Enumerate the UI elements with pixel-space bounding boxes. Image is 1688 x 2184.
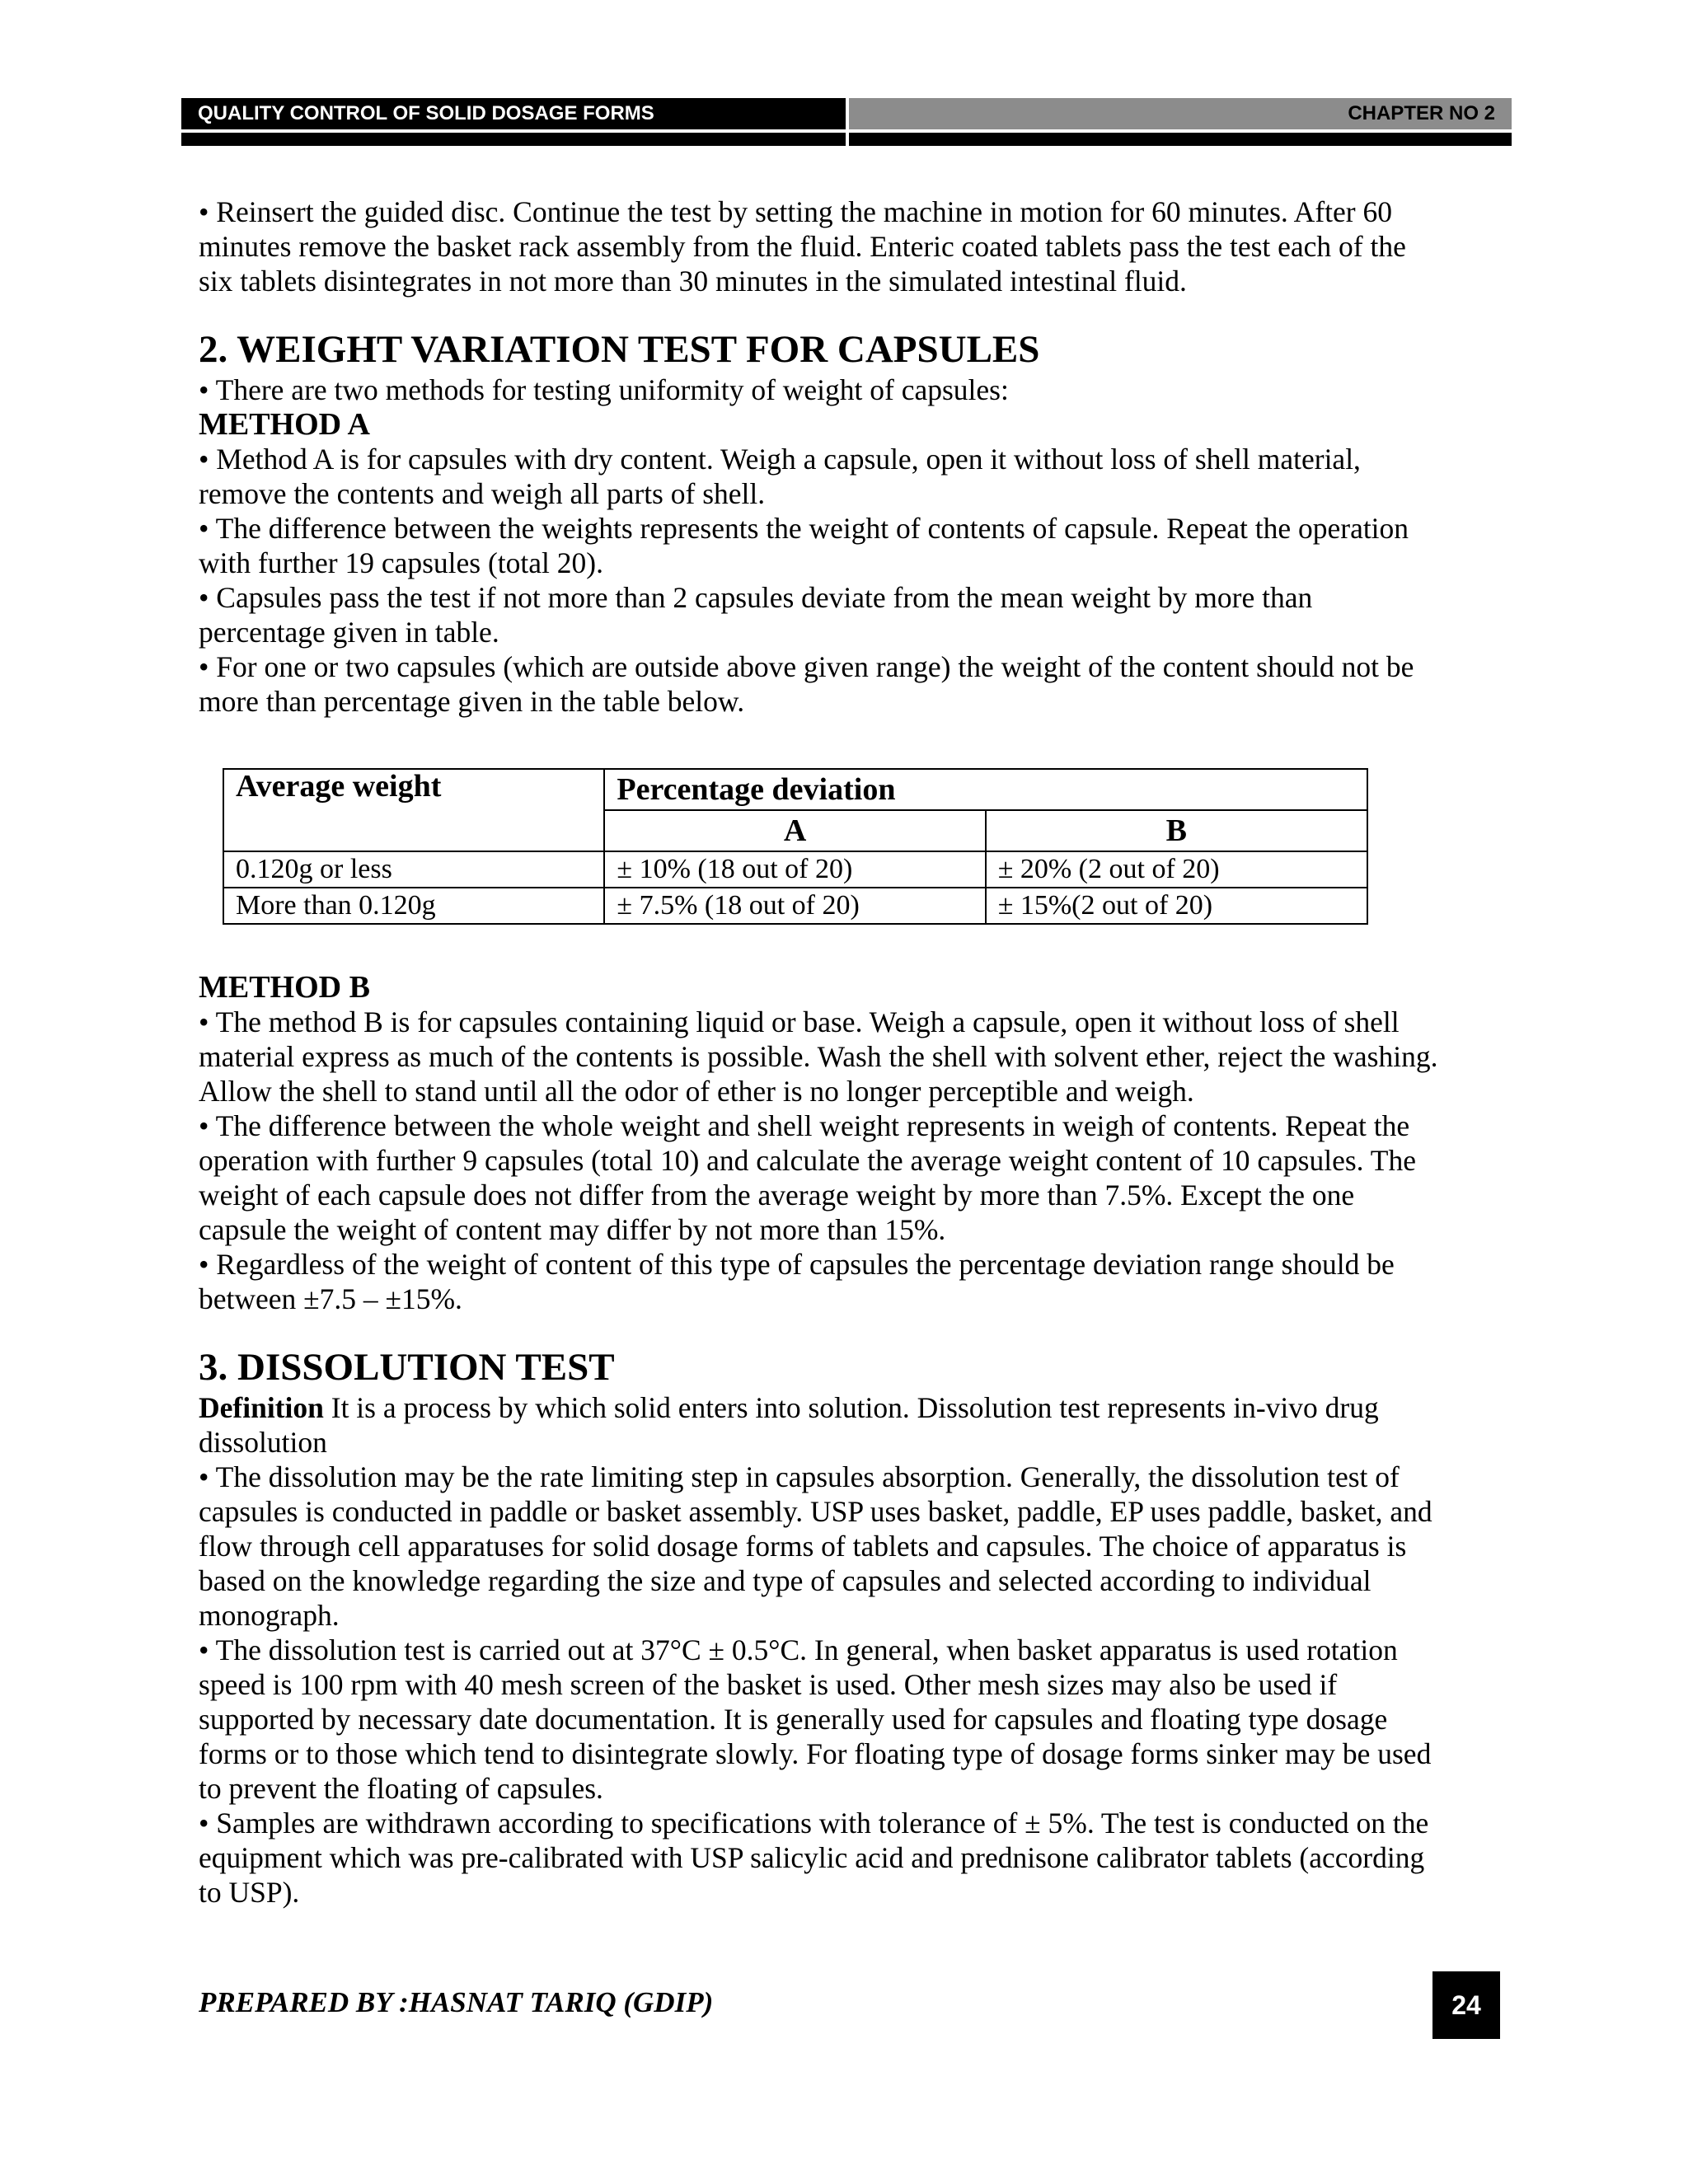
method-a-line: remove the contents and weigh all parts of shell.: [199, 477, 766, 510]
cell-weight: More than 0.120g: [223, 888, 604, 924]
section-2-intro: • There are two methods for testing uniformity of weight of capsules:: [199, 373, 1009, 406]
method-a-line: • The difference between the weights represents the weight of contents of capsule. Repeat the operation: [199, 512, 1409, 545]
definition-line: [199, 1390, 1509, 1425]
method-a-line: • Method A is for capsules with dry content. Weigh a capsule, open it without loss of shell material,: [199, 443, 1361, 476]
page-header: [181, 98, 1512, 146]
intro-line: • Reinsert the guided disc. Continue the test by setting the machine in motion for 60 minutes. After 60: [199, 195, 1392, 228]
dissolution-line: to prevent the floating of capsules.: [199, 1772, 603, 1805]
method-a-line: percentage given in table.: [199, 616, 499, 649]
dissolution-line: equipment which was pre-calibrated with USP salicylic acid and prednisone calibrator tablets (according: [199, 1841, 1425, 1874]
sub-header-a: A: [604, 810, 985, 851]
cell-b: ± 15%(2 out of 20): [986, 888, 1367, 924]
method-b-heading: METHOD B: [199, 970, 370, 1005]
table-row: [223, 851, 1367, 888]
page-number: 24: [1432, 1971, 1500, 2039]
cell-a: ± 7.5% (18 out of 20): [604, 888, 985, 924]
dissolution-line: • The dissolution test is carried out at 37°C ± 0.5°C. In general, when basket apparatus is used rotation: [199, 1633, 1398, 1666]
method-a-heading: METHOD A: [199, 407, 370, 442]
header-rule: [181, 133, 1512, 146]
method-a-line: more than percentage given in the table below.: [199, 685, 745, 718]
method-b-line: material express as much of the contents is possible. Wash the shell with solvent ether, reject the washing.: [199, 1040, 1438, 1073]
page-content: [199, 194, 1509, 1910]
method-a-line: • For one or two capsules (which are outside above given range) the weight of the content should not be: [199, 650, 1414, 683]
cell-weight: 0.120g or less: [223, 851, 604, 888]
cell-a: ± 10% (18 out of 20): [604, 851, 985, 888]
dissolution-line: speed is 100 rpm with 40 mesh screen of the basket is used. Other mesh sizes may also be used if: [199, 1668, 1338, 1701]
method-b-line: Allow the shell to stand until all the odor of ether is no longer perceptible and weigh.: [199, 1075, 1194, 1108]
dissolution-line: flow through cell apparatuses for solid dosage forms of tablets and capsules. The choice of apparatus is: [199, 1530, 1407, 1563]
method-a-line: with further 19 capsules (total 20).: [199, 546, 603, 579]
dissolution-line: capsules is conducted in paddle or basket assembly. USP uses basket, paddle, EP uses paddle, basket, and: [199, 1495, 1432, 1528]
dissolution-line: to USP).: [199, 1876, 300, 1909]
dissolution-line: • Samples are withdrawn according to specifications with tolerance of ± 5%. The test is conducted on the: [199, 1807, 1429, 1840]
method-b-line: operation with further 9 capsules (total 10) and calculate the average weight content of 10 capsules. The: [199, 1144, 1416, 1177]
header-title: QUALITY CONTROL OF SOLID DOSAGE FORMS: [181, 98, 846, 129]
method-b-line: weight of each capsule does not differ from the average weight by more than 7.5%. Except the one: [199, 1179, 1355, 1212]
footer-prepared-by: PREPARED BY :HASNAT TARIQ (GDIP): [199, 1986, 714, 2018]
section-3-heading: 3. DISSOLUTION TEST: [199, 1346, 615, 1389]
deviation-table-wrapper: [223, 768, 1509, 925]
method-b-line: • Regardless of the weight of content of this type of capsules the percentage deviation range should be: [199, 1248, 1395, 1281]
dissolution-line: forms or to those which tend to disintegrate slowly. For floating type of dosage forms sinker may be used: [199, 1737, 1432, 1770]
method-a-line: • Capsules pass the test if not more than 2 capsules deviate from the mean weight by more than: [199, 581, 1313, 614]
intro-line: six tablets disintegrates in not more than 30 minutes in the simulated intestinal fluid.: [199, 265, 1187, 298]
section-2-heading: 2. WEIGHT VARIATION TEST FOR CAPSULES: [199, 328, 1040, 371]
dissolution-line: monograph.: [199, 1599, 340, 1632]
sub-header-b: B: [986, 810, 1367, 851]
definition-label: Definition: [199, 1391, 324, 1424]
method-b-line: • The method B is for capsules containing liquid or base. Weigh a capsule, open it without loss of shell: [199, 1005, 1400, 1038]
col-header-percentage-deviation: Percentage deviation: [604, 769, 1367, 810]
method-b-line: between ±7.5 – ±15%.: [199, 1282, 462, 1315]
deviation-table: [223, 768, 1368, 925]
header-chapter: CHAPTER NO 2: [849, 98, 1512, 129]
method-b-line: • The difference between the whole weight and shell weight represents in weigh of contents. Repeat the: [199, 1109, 1410, 1142]
dissolution-line: dissolution: [199, 1426, 327, 1459]
table-row: [223, 888, 1367, 924]
col-header-average-weight: Average weight: [223, 769, 604, 851]
dissolution-line: supported by necessary date documentation. It is generally used for capsules and floating type dosage: [199, 1703, 1388, 1736]
method-b-line: capsule the weight of content may differ by not more than 15%.: [199, 1213, 946, 1246]
dissolution-line: • The dissolution may be the rate limiting step in capsules absorption. Generally, the dissolution test of: [199, 1460, 1400, 1493]
intro-line: minutes remove the basket rack assembly from the fluid. Enteric coated tablets pass the test each of the: [199, 230, 1406, 263]
definition-text: It is a process by which solid enters into solution. Dissolution test represents in-vivo drug: [323, 1391, 1379, 1424]
cell-b: ± 20% (2 out of 20): [986, 851, 1367, 888]
dissolution-line: based on the knowledge regarding the size and type of capsules and selected according to individual: [199, 1564, 1372, 1597]
